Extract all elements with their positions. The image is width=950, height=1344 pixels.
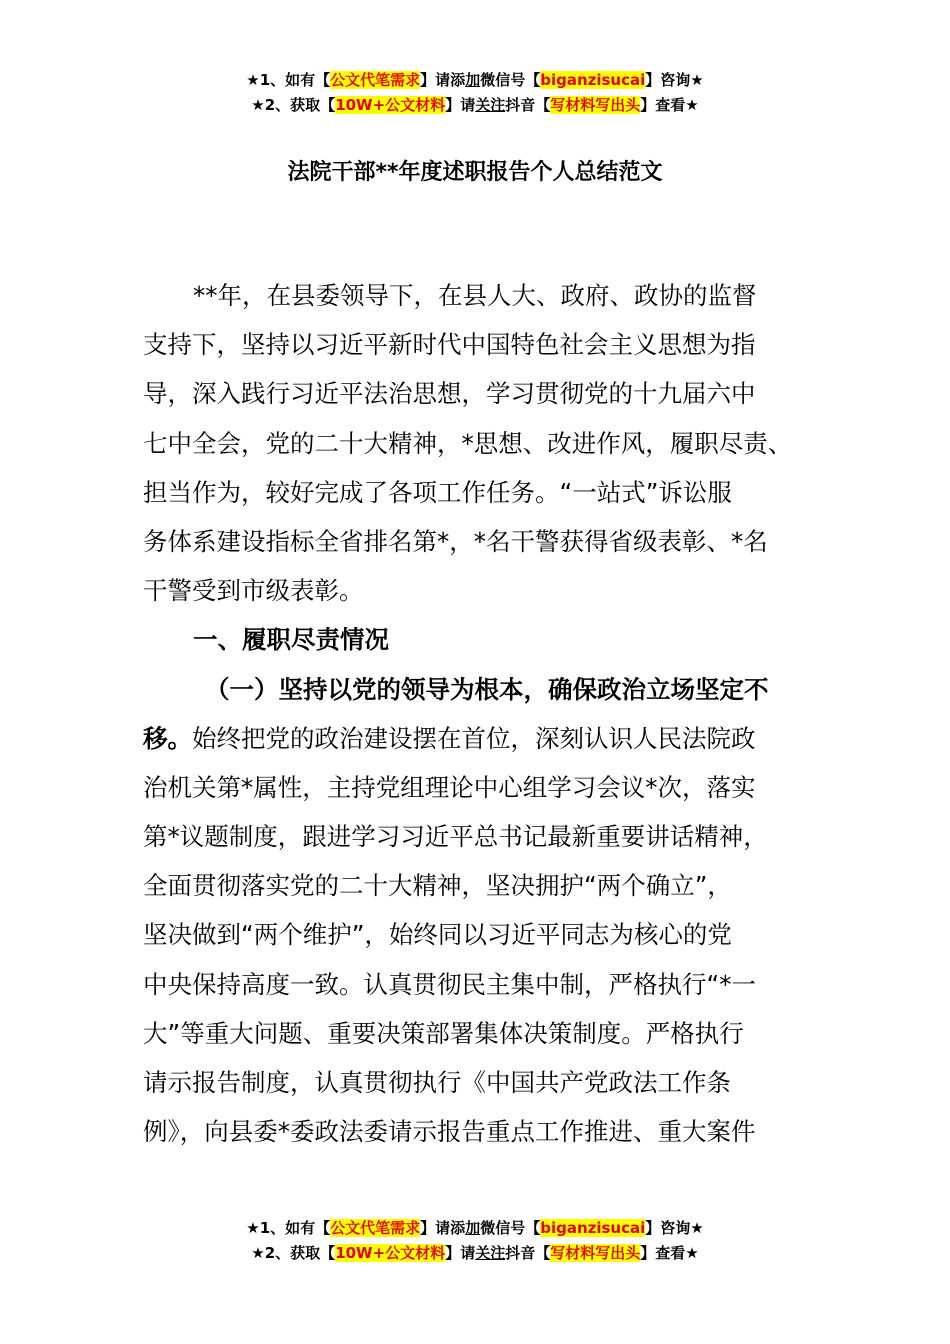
header-banner (0, 68, 950, 118)
banner-text: 】请 (445, 1244, 476, 1262)
banner-text: 】咨询★ (645, 71, 704, 89)
banner-highlight: 公文代笔需求 (330, 1219, 421, 1237)
banner-douyin-account: 写材料写出头 (550, 96, 641, 114)
banner-text: ★2、获取【 (251, 1244, 336, 1262)
footer-banner (0, 1216, 950, 1266)
banner-text: 抖音【 (505, 1244, 551, 1262)
document-title: 法院干部**年度述职报告个人总结范文 (287, 160, 663, 185)
paragraph-line: 请示报告制度，认真贯彻执行《中国共产党政法工作条 (143, 1068, 731, 1097)
subsection-heading: （一）坚持以党的领导为根本，确保政治立场坚定不 (205, 674, 769, 704)
footer-banner-line-1 (0, 1216, 950, 1241)
paragraph-line: 中央保持高度一致。认真贯彻民主集中制，严格执行“*一 (143, 969, 756, 999)
banner-wechat-id: biganzisucai (540, 1219, 646, 1237)
paragraph-line: 治机关第*属性，主持党组理论中心组学习会议*次，落实 (143, 772, 756, 802)
banner-text: 微信号【 (480, 1219, 541, 1237)
section-heading: 一、履职尽责情况 (193, 625, 389, 655)
document-body (143, 271, 823, 1156)
paragraph-line: 务体系建设指标全省排名第*，*名干警获得省级表彰、*名 (143, 526, 768, 556)
paragraph-line: 例》，向县委*委政法委请示报告重点工作推进、重大案件 (143, 1117, 756, 1147)
banner-wechat-id: biganzisucai (540, 71, 646, 89)
banner-douyin-account: 写材料写出头 (550, 1244, 641, 1262)
banner-text: ★1、如有【 (246, 71, 331, 89)
header-banner-line-2 (0, 93, 950, 118)
banner-highlight: 公文代笔需求 (330, 71, 421, 89)
paragraph-line: 干警受到市级表彰。 (143, 576, 364, 606)
paragraph-line: **年，在县委领导下，在县人大、政府、政协的监督 (193, 281, 757, 310)
banner-underline-text: 关注 (475, 96, 506, 114)
paragraph-line (143, 714, 823, 763)
banner-text: 】请添 (420, 71, 466, 89)
header-banner-line-1 (0, 68, 950, 93)
banner-underline-text: 加 (465, 71, 481, 89)
banner-text: 抖音【 (505, 96, 551, 114)
footer-banner-line-2 (0, 1241, 950, 1266)
paragraph-line: 全面贯彻落实党的二十大精神，坚决拥护“两个确立”， (143, 871, 732, 901)
banner-text: 】查看★ (640, 1244, 699, 1262)
paragraph-line: 第*议题制度，跟进学习习近平总书记最新重要讲话精神， (143, 822, 768, 852)
banner-text: 】查看★ (640, 96, 699, 114)
paragraph-line: 担当作为，较好完成了各项工作任务。“一站式”诉讼服 (143, 477, 732, 507)
paragraph-line: 七中全会，党的二十大精神，*思想、改进作风，履职尽责、 (143, 428, 793, 458)
paragraph-line: 坚决做到“两个维护”，始终同以习近平同志为核心的党 (143, 920, 732, 950)
paragraph-line: 导，深入践行习近平法治思想，学习贯彻党的十九届六中 (143, 379, 756, 409)
banner-text: 】咨询★ (645, 1219, 704, 1237)
subsection-heading-end: 移。 (143, 723, 192, 753)
paragraph-line: 支持下，坚持以习近平新时代中国特色社会主义思想为指 (143, 330, 756, 360)
banner-underline-text: 加 (465, 1219, 481, 1237)
paragraph-text: 始终把党的政治建设摆在首位，深刻认识人民法院政 (192, 723, 756, 753)
banner-underline-text: 关注 (475, 1244, 506, 1262)
paragraph-line: 大”等重大问题、重要决策部署集体决策制度。严格执行 (143, 1018, 744, 1048)
banner-text: ★2、获取【 (251, 96, 336, 114)
banner-text: ★1、如有【 (246, 1219, 331, 1237)
banner-highlight: 10W+公文材料 (335, 1244, 446, 1262)
banner-highlight: 10W+公文材料 (335, 96, 446, 114)
banner-text: 】请 (445, 96, 476, 114)
banner-text: 微信号【 (480, 71, 541, 89)
banner-text: 】请添 (420, 1219, 466, 1237)
